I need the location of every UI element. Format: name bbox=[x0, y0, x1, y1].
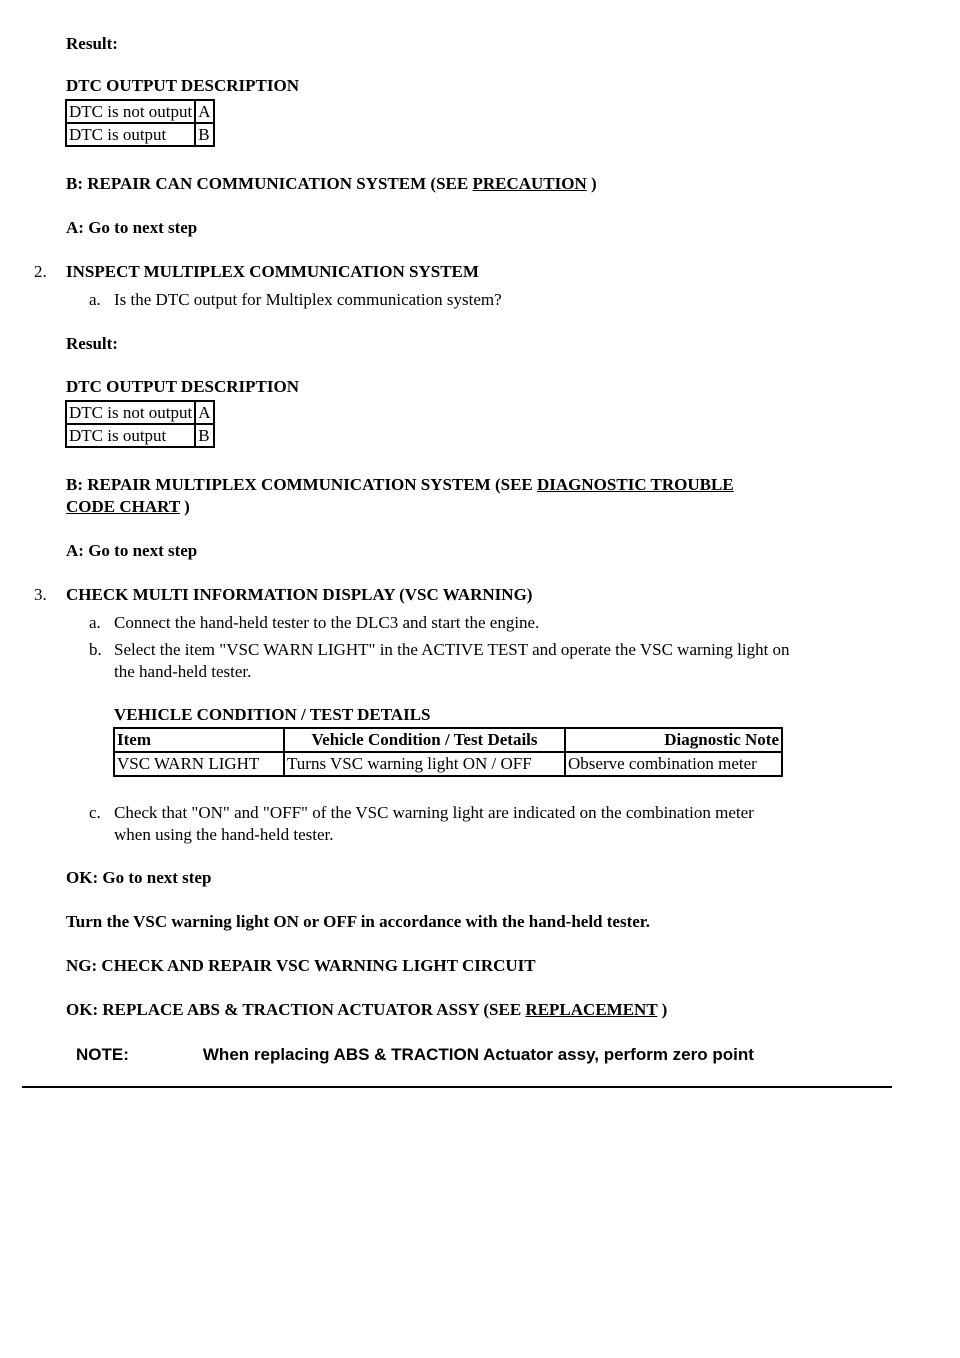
table-cell: B bbox=[195, 123, 213, 146]
next-step-text: A: Go to next step bbox=[66, 218, 198, 237]
list-item-letter: a. bbox=[89, 290, 101, 309]
list-item-text: Connect the hand-held tester to the DLC3 and start the engine. bbox=[114, 613, 540, 632]
precaution-link[interactable]: PRECAUTION bbox=[472, 174, 587, 193]
table-cell: DTC is output bbox=[66, 123, 195, 146]
dtc-output-table bbox=[65, 99, 215, 147]
table-row bbox=[66, 424, 214, 447]
instruction-text: Turn the VSC warning light ON or OFF in accordance with the hand-held tester. bbox=[66, 912, 651, 931]
step-title: INSPECT MULTIPLEX COMMUNICATION SYSTEM bbox=[66, 262, 479, 281]
diagnostic-chart-link-cont[interactable]: CODE CHART bbox=[66, 497, 180, 516]
list-item-text: Is the DTC output for Multiplex communication system? bbox=[114, 290, 502, 309]
replace-text: OK: REPLACE ABS & TRACTION ACTUATOR ASSY (SEE bbox=[66, 1000, 526, 1019]
replace-suffix: ) bbox=[657, 1000, 668, 1019]
note-label: NOTE: bbox=[76, 1045, 129, 1064]
repair-can-text: B: REPAIR CAN COMMUNICATION SYSTEM (SEE bbox=[66, 174, 473, 193]
table-title: DTC OUTPUT DESCRIPTION bbox=[66, 377, 300, 396]
repair-multiplex-suffix: ) bbox=[179, 497, 190, 516]
list-item-letter: a. bbox=[89, 613, 101, 632]
table-row bbox=[66, 123, 214, 146]
replacement-link[interactable]: REPLACEMENT bbox=[525, 1000, 658, 1019]
table-row bbox=[66, 100, 214, 123]
next-step-text: A: Go to next step bbox=[66, 541, 198, 560]
replace-line bbox=[66, 1000, 667, 1020]
table-cell: DTC is output bbox=[66, 424, 195, 447]
table-cell: VSC WARN LIGHT bbox=[114, 752, 284, 776]
table-row bbox=[114, 752, 782, 776]
ng-text: NG: CHECK AND REPAIR VSC WARNING LIGHT CIRCUIT bbox=[66, 956, 536, 975]
table-cell: Observe combination meter bbox=[565, 752, 782, 776]
step-number: 3. bbox=[34, 585, 47, 604]
table-cell: B bbox=[195, 424, 213, 447]
repair-can-line bbox=[66, 174, 597, 194]
ok-text: OK: Go to next step bbox=[66, 868, 212, 887]
vehicle-condition-table bbox=[113, 727, 783, 777]
note-line bbox=[76, 1045, 754, 1065]
table-title: DTC OUTPUT DESCRIPTION bbox=[66, 76, 300, 95]
repair-multiplex-text: B: REPAIR MULTIPLEX COMMUNICATION SYSTEM (SEE bbox=[66, 475, 538, 494]
list-item-text-cont: when using the hand-held tester. bbox=[114, 825, 334, 844]
list-item-text-cont: the hand-held tester. bbox=[114, 662, 252, 681]
table-cell: A bbox=[195, 401, 213, 424]
list-item-letter: b. bbox=[89, 640, 102, 659]
table-title: VEHICLE CONDITION / TEST DETAILS bbox=[114, 705, 431, 724]
table-cell: Turns VSC warning light ON / OFF bbox=[284, 752, 565, 776]
repair-can-suffix: ) bbox=[586, 174, 597, 193]
list-item-text: Select the item "VSC WARN LIGHT" in the ACTIVE TEST and operate the VSC warning light on bbox=[114, 640, 790, 659]
diagnostic-chart-link[interactable]: DIAGNOSTIC TROUBLE bbox=[537, 475, 734, 494]
result-label: Result: bbox=[66, 34, 118, 53]
table-row bbox=[66, 401, 214, 424]
table-header-row bbox=[114, 728, 782, 752]
table-cell: DTC is not output bbox=[66, 401, 195, 424]
dtc-output-table bbox=[65, 400, 215, 448]
repair-multiplex-line bbox=[66, 475, 734, 495]
step-number: 2. bbox=[34, 262, 47, 281]
table-cell: A bbox=[195, 100, 213, 123]
step-title: CHECK MULTI INFORMATION DISPLAY (VSC WARNING) bbox=[66, 585, 533, 604]
list-item-letter: c. bbox=[89, 803, 101, 822]
column-header: Vehicle Condition / Test Details bbox=[284, 728, 565, 752]
repair-multiplex-line-2 bbox=[66, 497, 190, 517]
column-header: Item bbox=[114, 728, 284, 752]
table-cell: DTC is not output bbox=[66, 100, 195, 123]
column-header: Diagnostic Note bbox=[565, 728, 782, 752]
result-label: Result: bbox=[66, 334, 118, 353]
note-text: When replacing ABS & TRACTION Actuator assy, perform zero point bbox=[202, 1045, 754, 1064]
list-item-text: Check that "ON" and "OFF" of the VSC warning light are indicated on the combination meter bbox=[114, 803, 754, 822]
divider bbox=[22, 1086, 892, 1088]
